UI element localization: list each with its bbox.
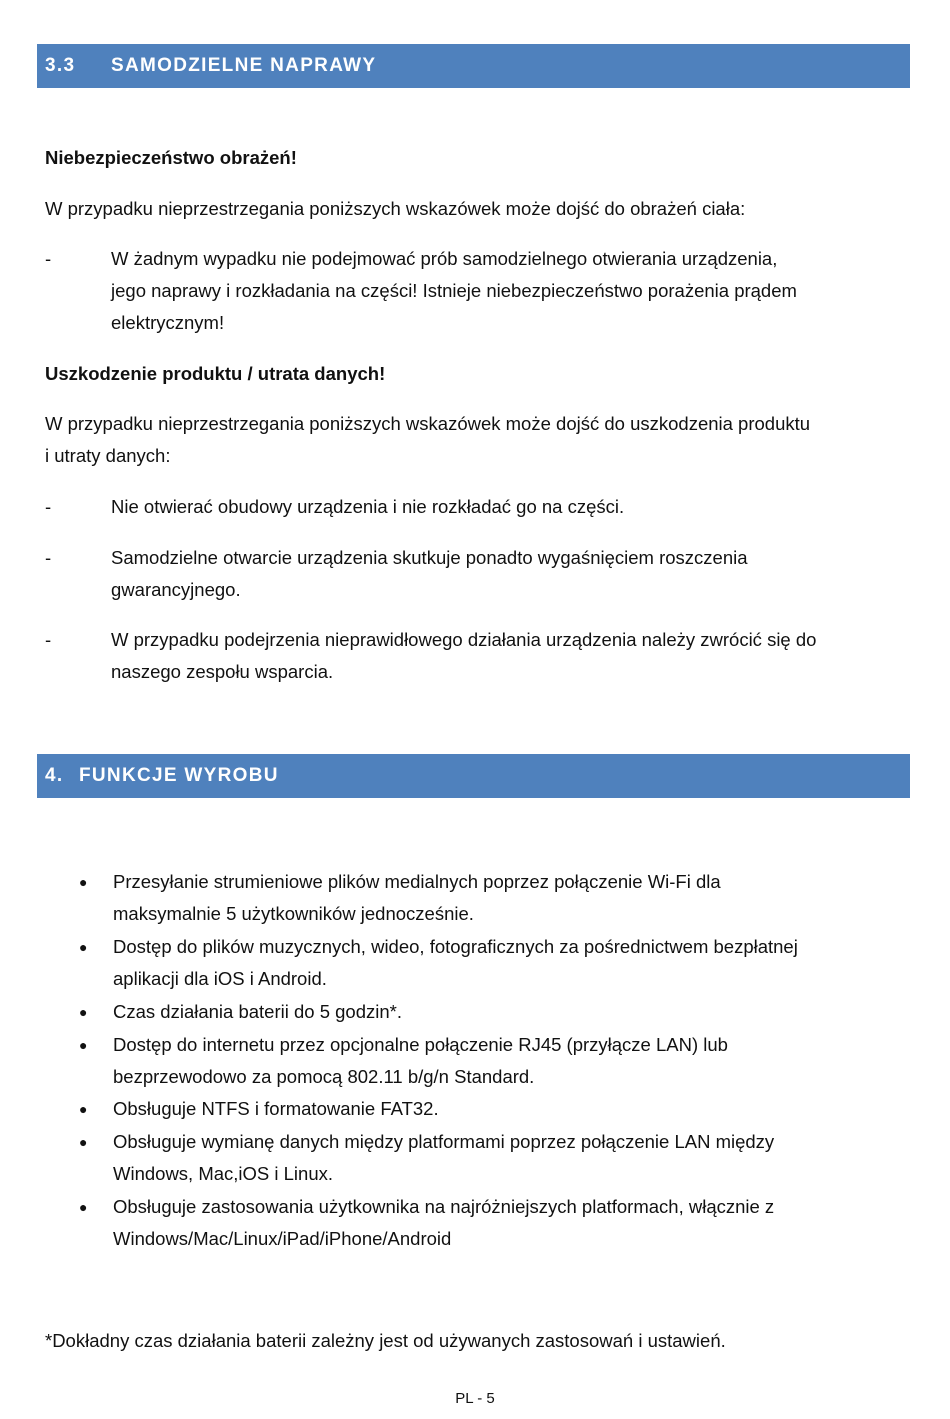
page-number: PL - 5 <box>455 1390 495 1407</box>
section-number: 3.3 <box>45 55 76 76</box>
list-marker: - <box>45 248 52 269</box>
bullet-icon: ● <box>79 874 88 890</box>
bullet-icon: ● <box>79 1134 88 1150</box>
list-item-line: gwarancyjnego. <box>111 579 241 600</box>
section-number: 4. <box>45 765 64 786</box>
list-marker: - <box>45 547 52 568</box>
feature-item-line: Obsługuje wymianę danych między platformami poprzez połączenie LAN między <box>113 1131 775 1152</box>
section-title: FUNKCJE WYROBU <box>79 765 279 786</box>
damage-intro: W przypadku nieprzestrzegania poniższych wskazówek może dojść do uszkodzenia produktu <box>45 413 811 434</box>
feature-item-line: aplikacji dla iOS i Android. <box>113 968 327 989</box>
list-item-line: W żadnym wypadku nie podejmować prób samodzielnego otwierania urządzenia, <box>111 248 778 269</box>
list-marker: - <box>45 496 52 517</box>
section-header-3-3 <box>37 44 910 88</box>
feature-item-line: Obsługuje NTFS i formatowanie FAT32. <box>113 1098 439 1119</box>
bullet-icon: ● <box>79 939 88 955</box>
feature-item-line: Obsługuje zastosowania użytkownika na najróżniejszych platformach, włącznie z <box>113 1196 775 1217</box>
feature-item-line: Dostęp do plików muzycznych, wideo, fotograficznych za pośrednictwem bezpłatnej <box>113 936 798 957</box>
damage-heading: Uszkodzenie produktu / utrata danych! <box>45 363 386 384</box>
feature-item-line: Windows/Mac/Linux/iPad/iPhone/Android <box>113 1228 452 1249</box>
section-header-4 <box>37 754 910 798</box>
feature-item-line: Czas działania baterii do 5 godzin*. <box>113 1001 402 1022</box>
feature-item-line: Windows, Mac,iOS i Linux. <box>113 1163 334 1184</box>
list-item-line: Samodzielne otwarcie urządzenia skutkuje ponadto wygaśnięciem roszczenia <box>111 547 748 568</box>
list-item-line: W przypadku podejrzenia nieprawidłowego działania urządzenia należy zwrócić się do <box>111 629 817 650</box>
bullet-icon: ● <box>79 1101 88 1117</box>
list-marker: - <box>45 629 52 650</box>
footnote: *Dokładny czas działania baterii zależny jest od używanych zastosowań i ustawień. <box>45 1330 726 1351</box>
injury-intro: W przypadku nieprzestrzegania poniższych wskazówek może dojść do obrażeń ciała: <box>45 198 746 219</box>
feature-item-line: Dostęp do internetu przez opcjonalne połączenie RJ45 (przyłącze LAN) lub <box>113 1034 728 1055</box>
feature-item-line: maksymalnie 5 użytkowników jednocześnie. <box>113 903 474 924</box>
bullet-icon: ● <box>79 1037 88 1053</box>
list-item-line: Nie otwierać obudowy urządzenia i nie rozkładać go na części. <box>111 496 625 517</box>
section-title: SAMODZIELNE NAPRAWY <box>111 55 377 76</box>
bullet-icon: ● <box>79 1199 88 1215</box>
feature-item-line: bezprzewodowo za pomocą 802.11 b/g/n Standard. <box>113 1066 535 1087</box>
list-item-line: naszego zespołu wsparcia. <box>111 661 334 682</box>
list-item-line: elektrycznym! <box>111 312 225 333</box>
feature-item-line: Przesyłanie strumieniowe plików medialnych poprzez połączenie Wi-Fi dla <box>113 871 721 892</box>
bullet-icon: ● <box>79 1004 88 1020</box>
damage-intro: i utraty danych: <box>45 445 171 466</box>
injury-heading: Niebezpieczeństwo obrażeń! <box>45 147 297 168</box>
list-item-line: jego naprawy i rozkładania na części! Istnieje niebezpieczeństwo porażenia prądem <box>111 280 797 301</box>
